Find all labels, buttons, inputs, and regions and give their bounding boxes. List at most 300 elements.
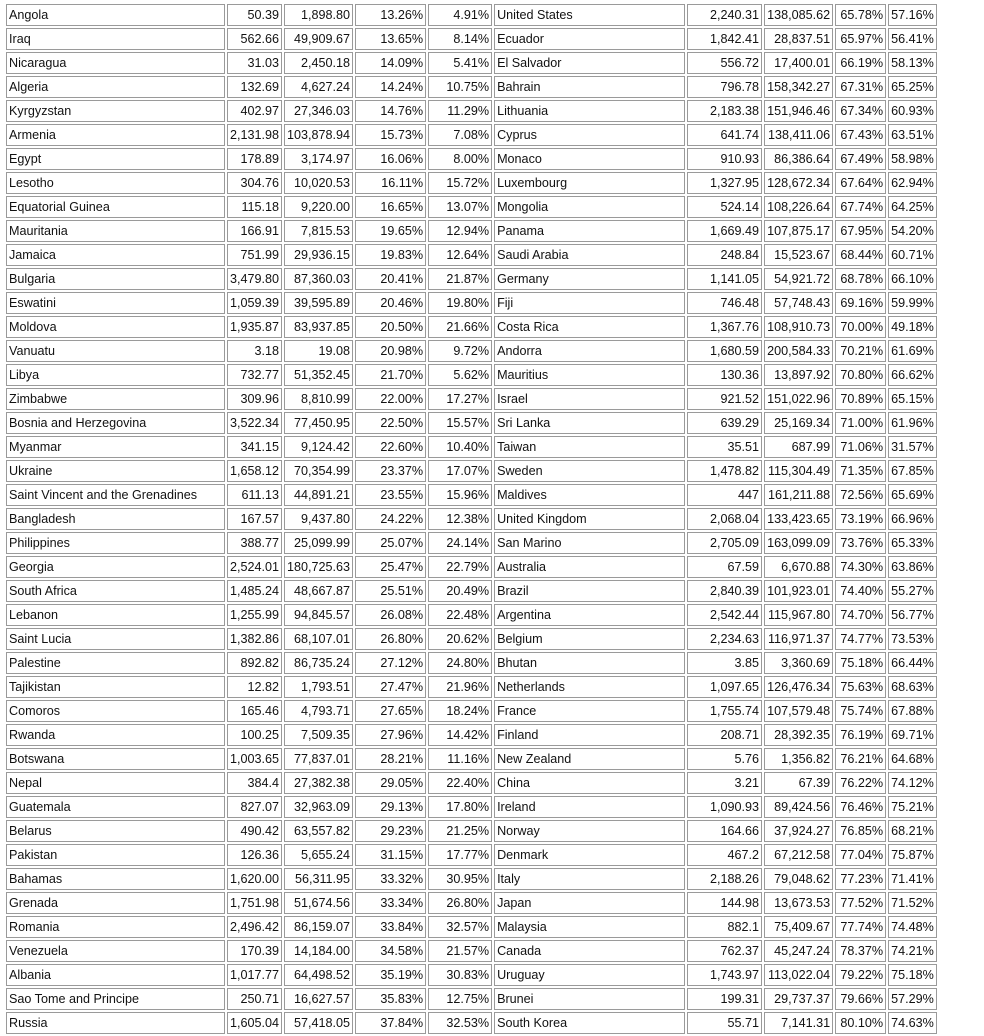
table-cell: Norway [494,820,685,842]
table-cell: 35.19% [355,964,426,986]
table-cell: South Africa [6,580,225,602]
table-row [6,172,937,194]
table-cell: Israel [494,388,685,410]
table-cell: 11.29% [428,100,492,122]
table-cell: 79.66% [835,988,886,1010]
table-row [6,52,937,74]
table-cell: Mongolia [494,196,685,218]
table-cell: 14.42% [428,724,492,746]
table-cell: 70.80% [835,364,886,386]
table-cell: 49.18% [888,316,937,338]
table-cell: 1,842.41 [687,28,762,50]
table-row [6,916,937,938]
table-cell: 54.20% [888,220,937,242]
table-cell: 21.25% [428,820,492,842]
table-cell: 4.91% [428,4,492,26]
table-cell: 556.72 [687,52,762,74]
table-cell: Andorra [494,340,685,362]
table-cell: 31.15% [355,844,426,866]
table-row [6,196,937,218]
table-cell: 15.73% [355,124,426,146]
table-cell: 32.53% [428,1012,492,1034]
table-row [6,4,937,26]
table-cell: Italy [494,868,685,890]
table-cell: Zimbabwe [6,388,225,410]
table-cell: 3.18 [227,340,282,362]
table-cell: 1,141.05 [687,268,762,290]
table-cell: 32.57% [428,916,492,938]
table-cell: 115,967.80 [764,604,833,626]
table-cell: 161,211.88 [764,484,833,506]
table-cell: Uruguay [494,964,685,986]
table-cell: 75,409.67 [764,916,833,938]
table-row [6,436,937,458]
table-cell: 64.68% [888,748,937,770]
table-cell: 1,090.93 [687,796,762,818]
table-cell: 467.2 [687,844,762,866]
table-cell: Ukraine [6,460,225,482]
table-cell: 69.16% [835,292,886,314]
table-cell: 44,891.21 [284,484,353,506]
table-cell: 68.21% [888,820,937,842]
table-cell: 66.44% [888,652,937,674]
table-cell: 151,022.96 [764,388,833,410]
table-cell: 15,523.67 [764,244,833,266]
table-cell: 30.95% [428,868,492,890]
table-cell: 75.87% [888,844,937,866]
table-cell: 59.99% [888,292,937,314]
table-cell: 17.07% [428,460,492,482]
table-cell: 75.63% [835,676,886,698]
table-cell: Denmark [494,844,685,866]
table-cell: Belgium [494,628,685,650]
table-cell: Fiji [494,292,685,314]
table-cell: 17.77% [428,844,492,866]
table-cell: San Marino [494,532,685,554]
table-cell: 3,360.69 [764,652,833,674]
table-cell: Russia [6,1012,225,1034]
table-cell: 2,131.98 [227,124,282,146]
table-cell: 1,743.97 [687,964,762,986]
table-cell: 732.77 [227,364,282,386]
table-cell: 1,382.86 [227,628,282,650]
table-cell: Angola [6,4,225,26]
table-cell: 1,478.82 [687,460,762,482]
table-cell: 5.62% [428,364,492,386]
table-cell: New Zealand [494,748,685,770]
table-row [6,628,937,650]
table-cell: 200,584.33 [764,340,833,362]
table-row [6,748,937,770]
table-cell: 66.62% [888,364,937,386]
table-cell: 562.66 [227,28,282,50]
table-cell: El Salvador [494,52,685,74]
table-cell: 33.84% [355,916,426,938]
table-cell: 65.25% [888,76,937,98]
table-cell: 16.11% [355,172,426,194]
table-cell: Canada [494,940,685,962]
table-cell: 29.13% [355,796,426,818]
table-cell: 882.1 [687,916,762,938]
table-cell: 20.98% [355,340,426,362]
table-cell: 27,346.03 [284,100,353,122]
table-cell: 163,099.09 [764,532,833,554]
table-cell: Germany [494,268,685,290]
table-cell: 309.96 [227,388,282,410]
table-cell: 1,356.82 [764,748,833,770]
table-cell: 28,837.51 [764,28,833,50]
table-cell: 2,183.38 [687,100,762,122]
table-cell: 524.14 [687,196,762,218]
table-row [6,532,937,554]
table-cell: 16,627.57 [284,988,353,1010]
table-cell: 341.15 [227,436,282,458]
table-cell: Monaco [494,148,685,170]
table-cell: Sweden [494,460,685,482]
table-cell: Bhutan [494,652,685,674]
table-cell: 13,897.92 [764,364,833,386]
table-cell: 14.24% [355,76,426,98]
table-cell: 65.78% [835,4,886,26]
table-row [6,652,937,674]
table-cell: 26.80% [428,892,492,914]
table-cell: 76.21% [835,748,886,770]
table-cell: 19.08 [284,340,353,362]
table-cell: 24.22% [355,508,426,530]
table-cell: 68.63% [888,676,937,698]
table-cell: 67.88% [888,700,937,722]
table-cell: Vanuatu [6,340,225,362]
table-cell: 13.65% [355,28,426,50]
table-cell: Saudi Arabia [494,244,685,266]
table-cell: 115,304.49 [764,460,833,482]
table-cell: 13,673.53 [764,892,833,914]
table-cell: 27,382.38 [284,772,353,794]
table-cell: 16.65% [355,196,426,218]
table-cell: 71.00% [835,412,886,434]
table-cell: 4,627.24 [284,76,353,98]
table-cell: 910.93 [687,148,762,170]
table-cell: 115.18 [227,196,282,218]
table-cell: Egypt [6,148,225,170]
table-row [6,76,937,98]
table-cell: 73.76% [835,532,886,554]
table-cell: 12.94% [428,220,492,242]
table-cell: 7,141.31 [764,1012,833,1034]
table-cell: Guatemala [6,796,225,818]
table-row [6,556,937,578]
table-cell: 199.31 [687,988,762,1010]
table-row [6,412,937,434]
table-cell: 1,017.77 [227,964,282,986]
table-cell: 158,342.27 [764,76,833,98]
table-cell: Saint Lucia [6,628,225,650]
table-row [6,844,937,866]
table-cell: Maldives [494,484,685,506]
table-cell: 77,837.01 [284,748,353,770]
table-cell: 58.98% [888,148,937,170]
table-cell: 19.83% [355,244,426,266]
table-row [6,700,937,722]
table-cell: 126.36 [227,844,282,866]
table-cell: 75.21% [888,796,937,818]
table-cell: 71.41% [888,868,937,890]
table-cell: 170.39 [227,940,282,962]
table-cell: Botswana [6,748,225,770]
table-cell: 49,909.67 [284,28,353,50]
table-cell: 29,737.37 [764,988,833,1010]
table-cell: Tajikistan [6,676,225,698]
table-cell: 61.69% [888,340,937,362]
table-cell: 76.19% [835,724,886,746]
table-cell: 51,674.56 [284,892,353,914]
table-cell: 76.22% [835,772,886,794]
table-cell: Moldova [6,316,225,338]
table-row [6,1012,937,1034]
table-cell: 57.16% [888,4,937,26]
table-cell: 55.27% [888,580,937,602]
table-cell: Lebanon [6,604,225,626]
table-cell: 21.87% [428,268,492,290]
table-row [6,868,937,890]
table-cell: 72.56% [835,484,886,506]
table-cell: 1,605.04 [227,1012,282,1034]
table-cell: 27.65% [355,700,426,722]
table-row [6,148,937,170]
table-cell: 94,845.57 [284,604,353,626]
table-cell: Jamaica [6,244,225,266]
table-cell: 28.21% [355,748,426,770]
table-cell: 100.25 [227,724,282,746]
table-cell: 63.86% [888,556,937,578]
table-cell: 3,174.97 [284,148,353,170]
table-cell: Cyprus [494,124,685,146]
table-cell: 67.43% [835,124,886,146]
table-cell: 7.08% [428,124,492,146]
table-cell: 77.23% [835,868,886,890]
table-cell: 250.71 [227,988,282,1010]
table-cell: 7,815.53 [284,220,353,242]
table-cell: 108,226.64 [764,196,833,218]
table-cell: 67.39 [764,772,833,794]
table-cell: 208.71 [687,724,762,746]
table-cell: 130.36 [687,364,762,386]
table-cell: 165.46 [227,700,282,722]
table-cell: 10.75% [428,76,492,98]
table-row [6,28,937,50]
table-cell: 25,099.99 [284,532,353,554]
table-cell: 65.97% [835,28,886,50]
table-cell: 23.55% [355,484,426,506]
table-cell: 27.47% [355,676,426,698]
table-cell: Argentina [494,604,685,626]
table-cell: 1,255.99 [227,604,282,626]
table-cell: 3,522.34 [227,412,282,434]
table-cell: 1,935.87 [227,316,282,338]
table-cell: Venezuela [6,940,225,962]
table-cell: 50.39 [227,4,282,26]
table-cell: 62.94% [888,172,937,194]
table-cell: Bahamas [6,868,225,890]
table-cell: 29.05% [355,772,426,794]
table-row [6,820,937,842]
table-cell: Georgia [6,556,225,578]
table-cell: 27.12% [355,652,426,674]
table-cell: 15.72% [428,172,492,194]
table-row [6,892,937,914]
country-stats-table [4,2,939,1036]
table-cell: Finland [494,724,685,746]
table-cell: 14.09% [355,52,426,74]
table-cell: South Korea [494,1012,685,1034]
table-cell: 67.31% [835,76,886,98]
table-cell: 13.26% [355,4,426,26]
table-cell: 126,476.34 [764,676,833,698]
table-cell: 641.74 [687,124,762,146]
table-cell: Comoros [6,700,225,722]
table-cell: 1,755.74 [687,700,762,722]
table-cell: 6,670.88 [764,556,833,578]
table-cell: 74.63% [888,1012,937,1034]
table-cell: Bahrain [494,76,685,98]
table-cell: Nicaragua [6,52,225,74]
table-cell: 56,311.95 [284,868,353,890]
table-cell: Luxembourg [494,172,685,194]
table-cell: 74.48% [888,916,937,938]
table-cell: 22.48% [428,604,492,626]
table-cell: 4,793.71 [284,700,353,722]
table-cell: 33.32% [355,868,426,890]
table-cell: 151,946.46 [764,100,833,122]
table-cell: Armenia [6,124,225,146]
table-cell: 2,188.26 [687,868,762,890]
table-cell: 71.52% [888,892,937,914]
table-row [6,388,937,410]
table-cell: 2,542.44 [687,604,762,626]
table-cell: 107,875.17 [764,220,833,242]
table-cell: 138,085.62 [764,4,833,26]
table-cell: 639.29 [687,412,762,434]
table-cell: 1,367.76 [687,316,762,338]
table-cell: 21.96% [428,676,492,698]
table-cell: 65.15% [888,388,937,410]
table-cell: 37.84% [355,1012,426,1034]
table-cell: 24.80% [428,652,492,674]
table-cell: Grenada [6,892,225,914]
table-cell: 3.85 [687,652,762,674]
table-cell: 66.19% [835,52,886,74]
table-cell: 30.83% [428,964,492,986]
table-cell: 58.13% [888,52,937,74]
table-cell: 178.89 [227,148,282,170]
table-cell: 45,247.24 [764,940,833,962]
table-cell: 611.13 [227,484,282,506]
table-cell: 79.22% [835,964,886,986]
table-cell: Albania [6,964,225,986]
table-row [6,508,937,530]
table-cell: 74.40% [835,580,886,602]
table-cell: 67.64% [835,172,886,194]
table-cell: 67.95% [835,220,886,242]
table-cell: 17,400.01 [764,52,833,74]
table-cell: 9.72% [428,340,492,362]
table-cell: 80.10% [835,1012,886,1034]
table-cell: Philippines [6,532,225,554]
table-cell: Rwanda [6,724,225,746]
table-cell: 79,048.62 [764,868,833,890]
table-cell: 20.50% [355,316,426,338]
table-cell: 8.14% [428,28,492,50]
table-row [6,484,937,506]
table-cell: 14.76% [355,100,426,122]
table-cell: 86,386.64 [764,148,833,170]
table-cell: 70.21% [835,340,886,362]
table-cell: 2,840.39 [687,580,762,602]
table-cell: 164.66 [687,820,762,842]
table-cell: Iraq [6,28,225,50]
table-cell: 1,680.59 [687,340,762,362]
table-cell: 76.46% [835,796,886,818]
table-cell: 68.44% [835,244,886,266]
table-cell: 74.77% [835,628,886,650]
table-cell: 1,658.12 [227,460,282,482]
table-cell: 77,450.95 [284,412,353,434]
table-row [6,772,937,794]
table-cell: 144.98 [687,892,762,914]
table-cell: 17.80% [428,796,492,818]
table-cell: 10,020.53 [284,172,353,194]
table-cell: 67.85% [888,460,937,482]
table-cell: Equatorial Guinea [6,196,225,218]
table-cell: 25.47% [355,556,426,578]
table-cell: 16.06% [355,148,426,170]
table-row [6,580,937,602]
table-cell: 21.57% [428,940,492,962]
table-row [6,796,937,818]
table-row [6,988,937,1010]
table-cell: Bulgaria [6,268,225,290]
table-row [6,364,937,386]
table-cell: 1,003.65 [227,748,282,770]
table-cell: 2,068.04 [687,508,762,530]
table-cell: 70.00% [835,316,886,338]
table-cell: 34.58% [355,940,426,962]
table-cell: 5.41% [428,52,492,74]
table-cell: Pakistan [6,844,225,866]
table-cell: Ireland [494,796,685,818]
table-cell: 56.41% [888,28,937,50]
table-cell: 78.37% [835,940,886,962]
table-cell: Taiwan [494,436,685,458]
table-cell: 74.21% [888,940,937,962]
table-cell: 74.70% [835,604,886,626]
table-cell: China [494,772,685,794]
table-row [6,244,937,266]
table-cell: Kyrgyzstan [6,100,225,122]
table-cell: 1,097.65 [687,676,762,698]
table-cell: 67.49% [835,148,886,170]
table-cell: 71.35% [835,460,886,482]
table-cell: 25.51% [355,580,426,602]
table-cell: 1,751.98 [227,892,282,914]
table-cell: 22.40% [428,772,492,794]
table-cell: 402.97 [227,100,282,122]
table-cell: 12.75% [428,988,492,1010]
table-body [6,4,937,1034]
table-cell: 20.62% [428,628,492,650]
table-row [6,340,937,362]
table-cell: 27.96% [355,724,426,746]
